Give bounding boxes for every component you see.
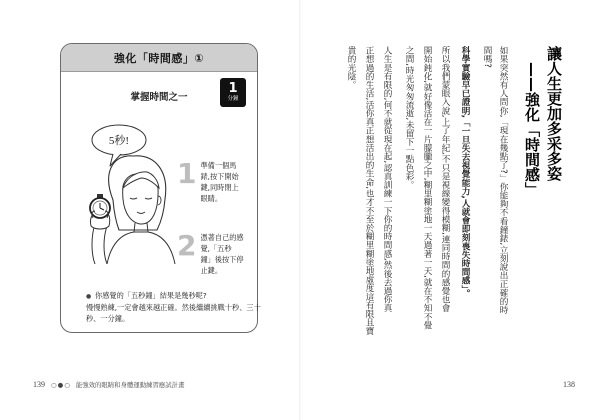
exercise-note: ● 你感覺的「五秒鐘」結果是幾秒呢? 慢慢熟練,一定會越來越正確。然後繼續挑戰十秒、三十 秒、一分鐘。 <box>86 291 261 323</box>
step-1-text: 準備一個馬 錶,按下開始 鍵,同時閉上 眼睛。 <box>200 161 239 203</box>
body-column-7: 人生是有限的,何不就從現在起,認真訓練一下你的時間感,然後去過你真 <box>382 46 392 313</box>
chapter-title-line-2: ——強化「時間感」 <box>523 62 541 197</box>
body-column-8: 正想過的生活,活你真正想活出的生命,也才不至於糊里糊塗地虛度這有限且寶 <box>364 46 374 336</box>
footer-dots-icon: ○●○ <box>51 381 71 389</box>
step-1 <box>177 157 252 204</box>
right-page-number: 138 <box>563 380 575 389</box>
body-column-4: 所以我們蒙眼入說,上了年紀,不只是視線變得模糊,連同時間的感覺也會 <box>440 46 450 313</box>
body-column-3: 科學實驗早已證明,「一旦失去視覺能力,人就會即刻喪失時間感」。 <box>460 46 470 298</box>
body-column-2: 間嗎? <box>482 46 492 68</box>
step-2-number: 2 <box>177 229 197 262</box>
badge-unit: 分鐘 <box>227 96 239 102</box>
body-column-6: 之間,時光匆匆流逝,未留下一點色彩。 <box>404 46 414 190</box>
body-column-9: 貴的光陰。 <box>346 46 356 89</box>
body-column-5: 開始鈍化,就好像活在一片朦朧之中,糊里糊塗地一天過著一天,就在不知不覺 <box>422 46 432 330</box>
duration-badge <box>220 78 246 107</box>
left-footer-text: 能強效的眼睛和身體運動練習應試計畫 <box>75 381 185 389</box>
step-2-text: 憑著自己的感 覺,「五秒 鐘」後按下停 止鍵。 <box>200 233 244 275</box>
bullet-icon: ● <box>86 293 92 300</box>
step-1-number: 1 <box>177 157 197 190</box>
card-subtitle: 掌握時間之一 <box>130 92 188 103</box>
left-page-footer <box>33 380 184 389</box>
chapter-title-line-1: 讓人生更加多采多姿 <box>545 46 563 181</box>
stopwatch-icon <box>90 194 110 218</box>
body-column-1: 如果突然有人問你,「現在幾點了?」你能夠不看鐘錶,立刻說出正確的時 <box>498 46 508 315</box>
left-page-number: 139 <box>33 380 45 389</box>
badge-number: 1 <box>228 81 238 96</box>
page-gutter <box>299 0 301 420</box>
card-header: 強化「時間感」① <box>61 44 257 72</box>
speech-text: 5秒! <box>108 135 130 147</box>
step-2 <box>177 229 252 276</box>
